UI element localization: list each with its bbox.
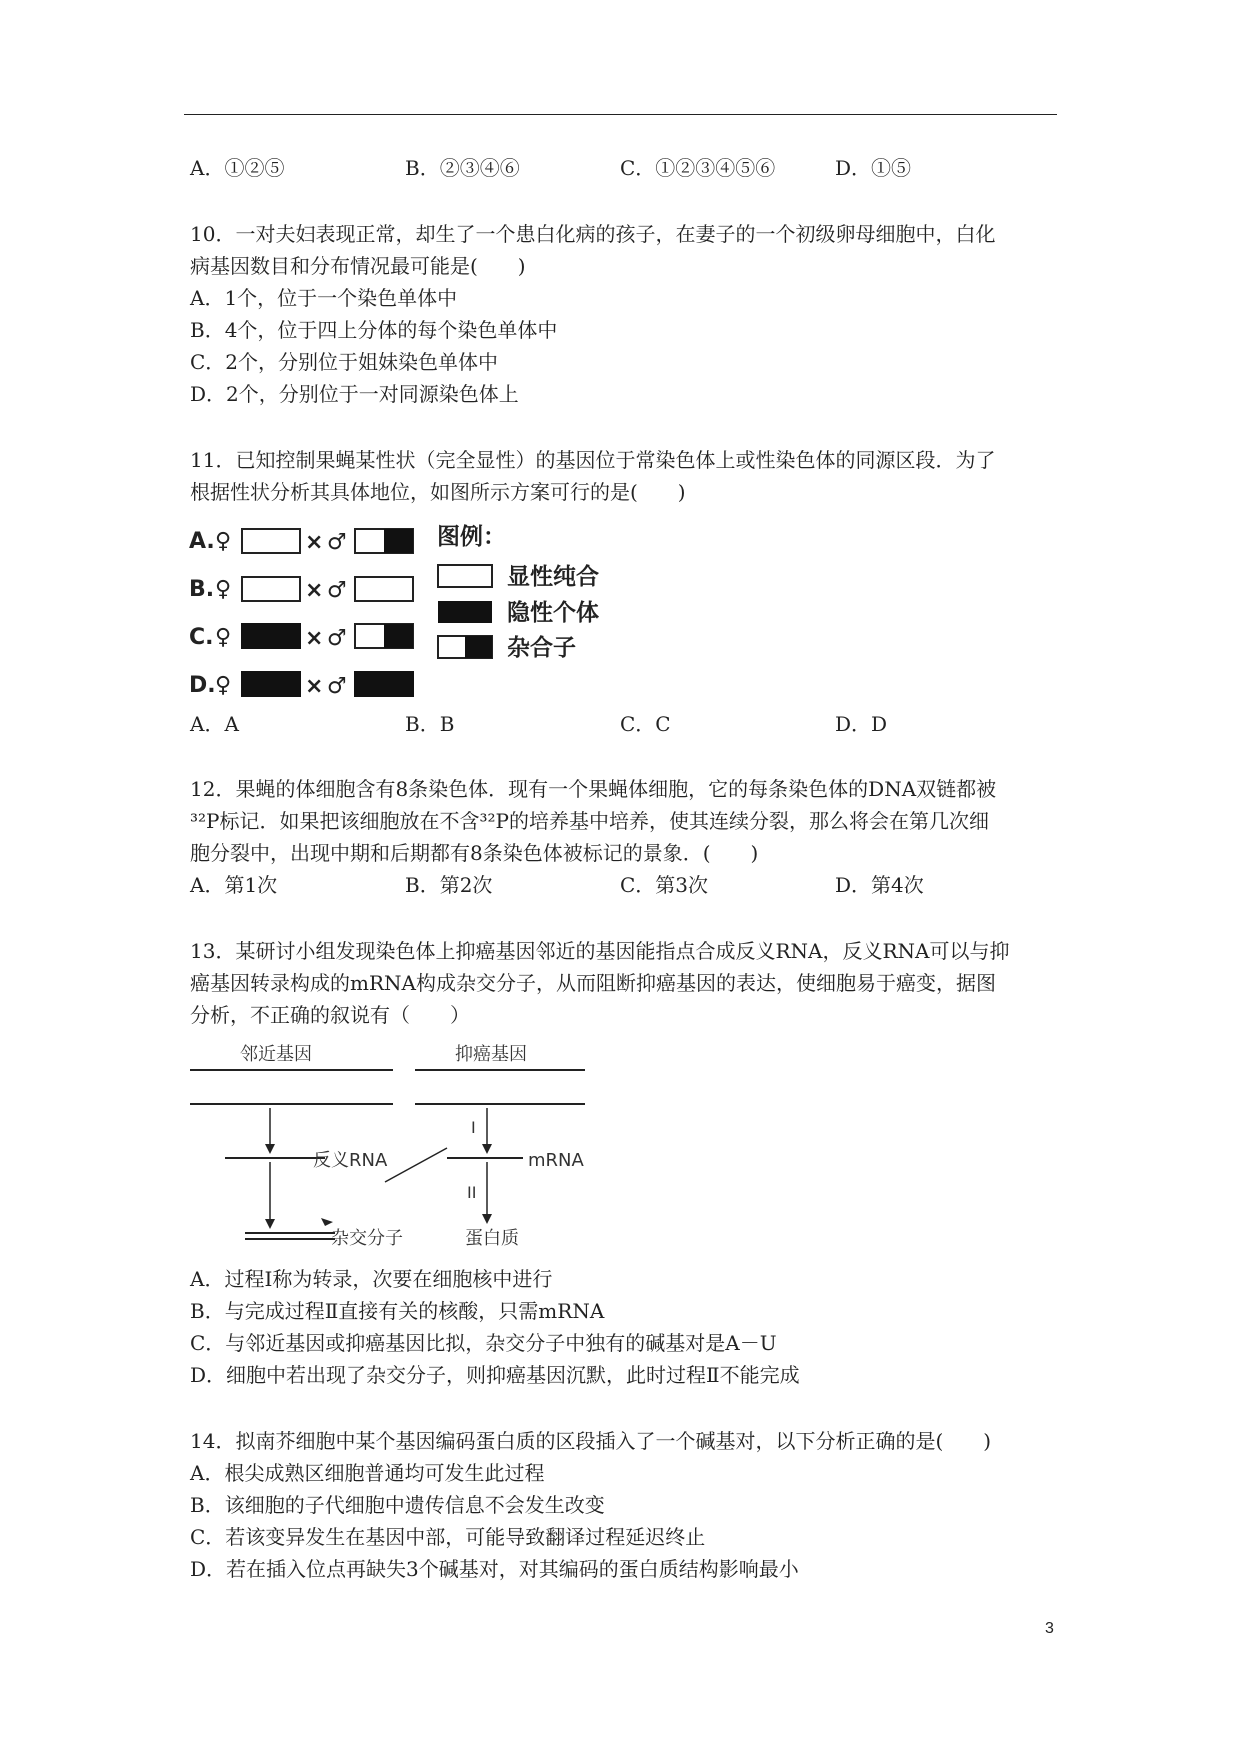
q11-option-d: D．D bbox=[835, 712, 888, 736]
q10-stem-line-2: 病基因数目和分布情况最可能是( ) bbox=[190, 254, 526, 278]
q13-option-d: D．细胞中若出现了杂交分子，则抑癌基因沉默，此时过程Ⅱ不能完成 bbox=[190, 1363, 800, 1387]
svg-text:♀: ♀ bbox=[215, 529, 232, 554]
q13-stem-line-3: 分析，不正确的叙说有（ ） bbox=[190, 1003, 470, 1027]
left-gene-label: 邻近基因 bbox=[240, 1044, 312, 1065]
q10-option-d: D．2个，分别位于一对同源染色体上 bbox=[190, 382, 519, 406]
svg-text:♂: ♂ bbox=[327, 578, 347, 603]
q12-stem-line-1: 12．果蝇的体细胞含有8条染色体．现有一个果蝇体细胞，它的每条染色体的DNA双链都被 bbox=[190, 777, 997, 801]
q14-stem-line-1: 14．拟南芥细胞中某个基因编码蛋白质的区段插入了一个碱基对，以下分析正确的是( ) bbox=[190, 1429, 992, 1453]
svg-text:♀: ♀ bbox=[215, 577, 232, 602]
page-number: 3 bbox=[1045, 1620, 1054, 1637]
header-rule bbox=[184, 114, 1057, 115]
q12-option-d: D．第4次 bbox=[835, 873, 924, 897]
q11-fig-row-a bbox=[189, 529, 413, 555]
q11-fig-row-c bbox=[189, 624, 413, 651]
svg-text:♂: ♂ bbox=[327, 530, 347, 555]
svg-text:C.: C. bbox=[189, 625, 214, 650]
svg-text:×: × bbox=[305, 626, 324, 651]
q12-option-c: C．第3次 bbox=[620, 873, 709, 897]
q14-option-a: A．根尖成熟区细胞普通均可发生此过程 bbox=[190, 1461, 545, 1485]
q11-fig-row-b bbox=[189, 577, 413, 603]
right-gene-label: 抑癌基因 bbox=[455, 1044, 527, 1065]
q11-stem-line-2: 根据性状分析其具体地位，如图所示方案可行的是( ) bbox=[190, 480, 686, 504]
svg-text:♂: ♂ bbox=[327, 674, 347, 699]
q14-option-c: C．若该变异发生在基因中部，可能导致翻译过程延迟终止 bbox=[190, 1525, 706, 1549]
q13-stem-line-2: 癌基因转录构成的mRNA构成杂交分子，从而阻断抑癌基因的表达，使细胞易于癌变，据图 bbox=[190, 971, 996, 995]
q12-stem-line-2: ³²P标记．如果把该细胞放在不含³²P的培养基中培养，使其连续分裂，那么将会在第几次细 bbox=[190, 809, 989, 833]
q10-option-a: A．1个，位于一个染色单体中 bbox=[190, 286, 458, 310]
q11-fig-row-d bbox=[189, 672, 413, 699]
svg-text:I: I bbox=[471, 1118, 476, 1137]
q9-option-b: B．②③④⑥ bbox=[405, 156, 520, 180]
svg-text:×: × bbox=[305, 530, 324, 555]
q11-fig-legend bbox=[437, 524, 599, 661]
svg-text:隐性个体: 隐性个体 bbox=[507, 600, 599, 626]
svg-text:×: × bbox=[305, 674, 324, 699]
q13-option-a: A．过程Ⅰ称为转录，次要在细胞核中进行 bbox=[190, 1267, 553, 1291]
q10-option-b: B．4个，位于四上分体的每个染色单体中 bbox=[190, 318, 558, 342]
q14-option-b: B．该细胞的子代细胞中遗传信息不会发生改变 bbox=[190, 1493, 605, 1517]
q11-cross-figure bbox=[185, 518, 625, 699]
mrna-label: mRNA bbox=[528, 1150, 584, 1171]
q11-stem-line-1: 11．已知控制果蝇某性状（完全显性）的基因位于常染色体上或性染色体的同源区段．为了 bbox=[190, 448, 996, 472]
q13-gene-diagram bbox=[185, 1040, 605, 1249]
q10-option-c: C．2个，分别位于姐妹染色单体中 bbox=[190, 350, 499, 374]
svg-text:图例：: 图例： bbox=[437, 524, 506, 550]
svg-text:II: II bbox=[467, 1183, 477, 1202]
svg-text:×: × bbox=[305, 578, 324, 603]
svg-text:♀: ♀ bbox=[215, 673, 232, 698]
q13-option-b: B．与完成过程Ⅱ直接有关的核酸，只需mRNA bbox=[190, 1299, 605, 1323]
q13-stem-line-1: 13．某研讨小组发现染色体上抑癌基因邻近的基因能指点合成反义RNA，反义RNA可以与抑 bbox=[190, 939, 1010, 963]
q11-option-b: B．B bbox=[405, 712, 455, 736]
q11-option-c: C．C bbox=[620, 712, 671, 736]
q9-option-c: C．①②③④⑤⑥ bbox=[620, 156, 776, 180]
protein-label: 蛋白质 bbox=[465, 1228, 519, 1249]
q14-option-d: D．若在插入位点再缺失3个碱基对，对其编码的蛋白质结构影响最小 bbox=[190, 1557, 799, 1581]
svg-text:D.: D. bbox=[189, 673, 216, 698]
svg-text:A.: A. bbox=[189, 529, 215, 554]
q11-a-female-box bbox=[242, 529, 300, 553]
q13-option-c: C．与邻近基因或抑癌基因比拟，杂交分子中独有的碱基对是A－U bbox=[190, 1331, 777, 1355]
q11-option-a: A．A bbox=[190, 712, 239, 736]
svg-text:B.: B. bbox=[189, 577, 215, 602]
svg-text:♀: ♀ bbox=[215, 625, 232, 650]
svg-text:杂合子: 杂合子 bbox=[507, 635, 576, 661]
q12-stem-line-3: 胞分裂中，出现中期和后期都有8条染色体被标记的景象．( ) bbox=[190, 841, 759, 865]
q12-option-a: A．第1次 bbox=[190, 873, 278, 897]
svg-text:显性纯合: 显性纯合 bbox=[507, 564, 599, 590]
hybrid-label: 杂交分子 bbox=[331, 1228, 403, 1249]
antisense-rna-label: 反义RNA bbox=[313, 1150, 388, 1171]
q9-option-a: A．①②⑤ bbox=[190, 156, 285, 180]
q9-option-d: D．①⑤ bbox=[835, 156, 912, 180]
svg-text:♂: ♂ bbox=[327, 626, 347, 651]
q11-a-male-box-fill bbox=[384, 529, 413, 553]
q10-stem-line-1: 10．一对夫妇表现正常，却生了一个患白化病的孩子，在妻子的一个初级卵母细胞中，白化 bbox=[190, 222, 996, 246]
q12-option-b: B．第2次 bbox=[405, 873, 493, 897]
